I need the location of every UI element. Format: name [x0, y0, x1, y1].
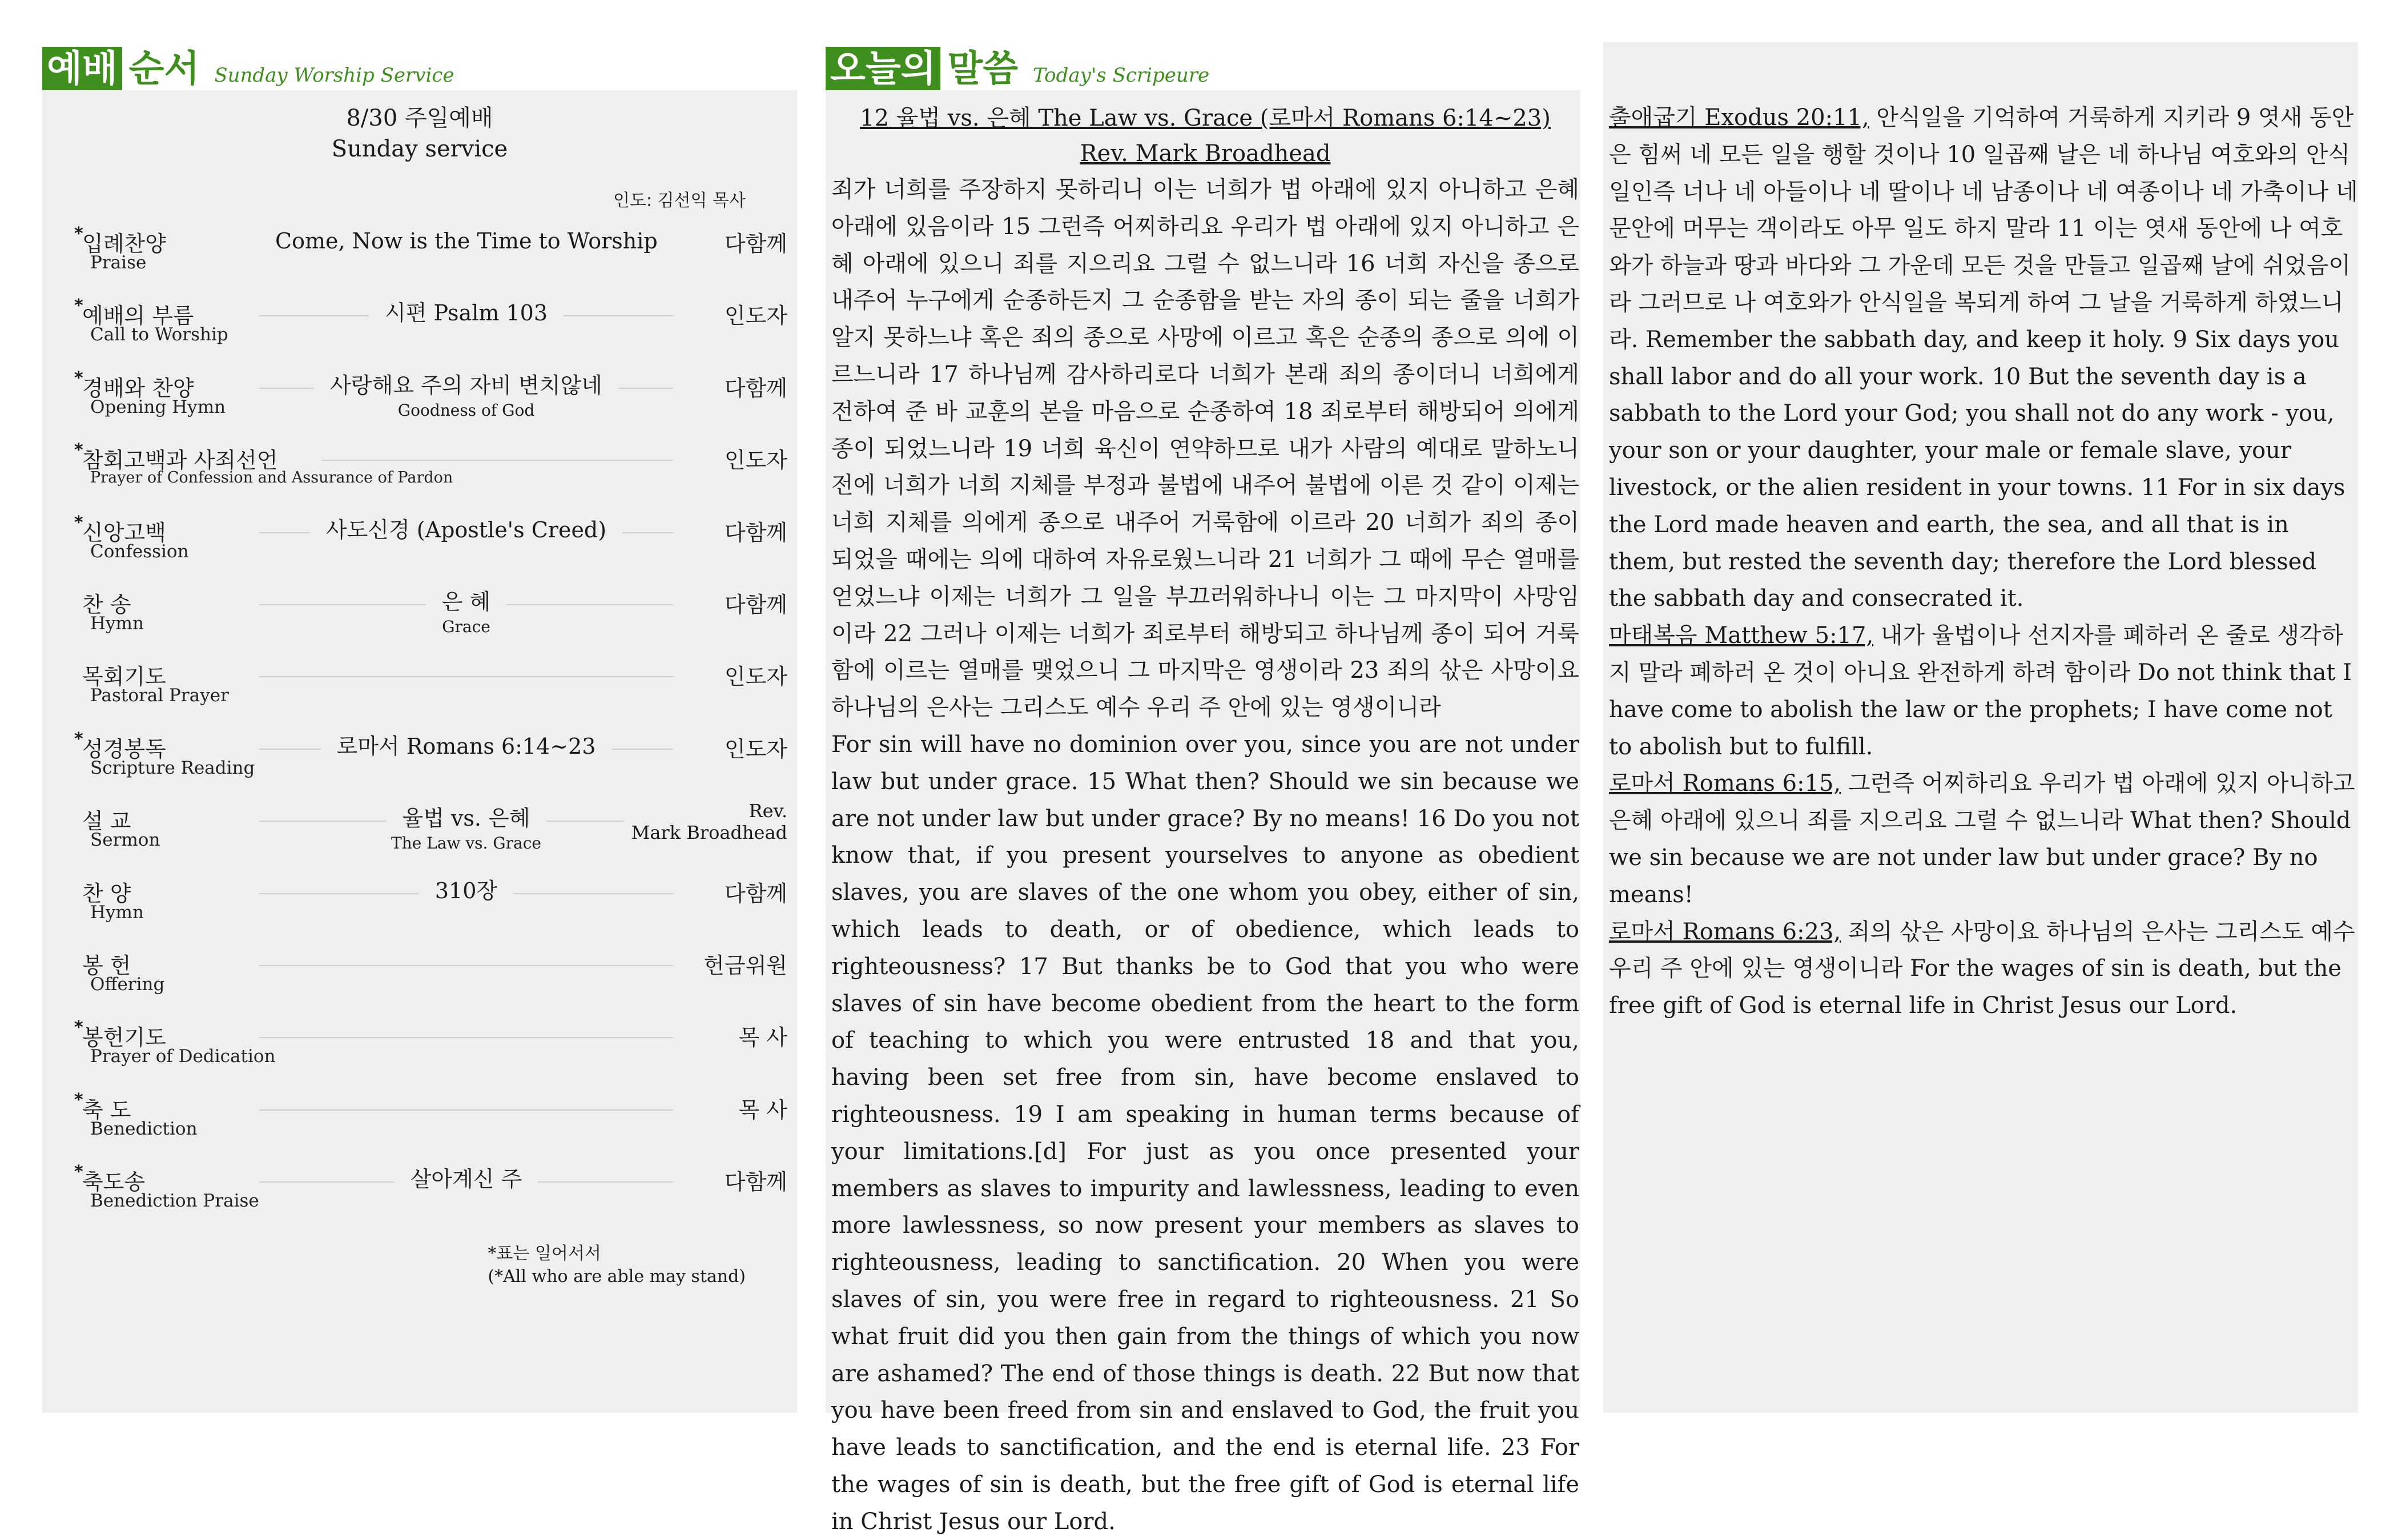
standing-mark: *	[74, 512, 83, 533]
item-role: 목 사	[731, 1092, 788, 1124]
item-title-block	[259, 876, 673, 906]
footnote-ko: *표는 일어서서	[488, 1244, 601, 1264]
item-title-block	[259, 803, 673, 853]
item-name-en: Offering	[90, 974, 165, 995]
item-role: 인도자	[717, 298, 787, 329]
reference-text: 죄의 삯은 사망이요 하나님의 은사는 그리스도 예수 우리 주 안에 있는 영생이니라 For the wages of sin is death, but the free gift of God is eternal life in Christ Jesus our Lord.	[1609, 918, 2355, 1019]
item-name-ko: 입례찬양	[82, 231, 166, 256]
item-name-ko: 축 도	[82, 1097, 131, 1123]
item-title-block	[259, 587, 673, 636]
reference-list	[1609, 99, 2358, 1024]
item-name-ko: 봉헌기도	[82, 1025, 166, 1051]
service-item	[74, 368, 787, 439]
item-title: 사랑해요 주의 자비 변치않네	[314, 371, 618, 400]
item-role: Rev. Mark Broadhead	[623, 800, 787, 843]
item-name-ko: 목회기도	[82, 664, 166, 690]
item-role: 인도자	[717, 659, 787, 690]
order-header-script: Sunday Worship Service	[214, 64, 454, 87]
item-subtitle: Goodness of God	[397, 400, 535, 420]
item-name-en: Hymn	[90, 902, 144, 923]
service-item	[74, 440, 787, 511]
item-role: 인도자	[717, 443, 787, 474]
reference-paragraph	[1609, 99, 2358, 617]
item-name-ko: 경배와 찬양	[82, 375, 194, 401]
item-name-en: Opening Hymn	[90, 396, 226, 417]
item-role: 목 사	[731, 1020, 788, 1051]
item-name-en: Praise	[90, 252, 147, 273]
item-name-en: Call to Worship	[90, 324, 228, 345]
scripture-english-text: For sin will have no dominion over you, since you are not under law but under grace. 15 What then? Should we sin because we are not under law but under grace? By no means! 16 Do you not know that, if you present yourselves to anyone as obedient slaves, you are slaves of the one whom you obey, either of sin, which leads to death, or of obedience, which leads to righteousness? 17 But thanks be to God that you who were slaves of sin have become obedient from the heart to the form of teaching to which you were entrusted 18 and that you, having been set free from sin, have become enslaved to righteousness. 19 I am speaking in human terms because of your limitations.[d] For just as you once presented your members as slaves to impurity and lawlessness, leading to even more lawlessness, so now present your members as slaves to righteousness, leading to sanctification. 20 When you were slaves of sin, you were free in regard to righteousness. 21 So what fruit did you then gain from the things of which you now are ashamed? The end of those things is death. 22 But now that you have been freed from sin and enslaved to God, the fruit you have leads to sanctification, and the end is eternal life. 23 For the wages of sin is death, but the free gift of God is eternal life in Christ Jesus our Lord.	[831, 731, 1579, 1535]
item-title-block	[259, 1164, 673, 1194]
item-title: 율법 vs. 은혜	[386, 803, 546, 833]
item-role: 다함께	[717, 226, 787, 258]
item-role: 다함께	[717, 515, 787, 546]
service-item	[82, 876, 787, 944]
item-title-block	[259, 515, 673, 545]
scripture-preacher: Rev. Mark Broadhead	[1080, 140, 1331, 167]
dotted-leader-line	[259, 1109, 673, 1111]
item-name-en: Scripture Reading	[90, 757, 255, 778]
item-name-ko: 찬 양	[82, 880, 131, 906]
standing-mark: *	[74, 1162, 83, 1183]
standing-footnote	[488, 1243, 746, 1288]
item-name-ko: 설 교	[82, 809, 131, 834]
item-role: 다함께	[717, 587, 787, 618]
item-name-ko: 찬 송	[82, 592, 131, 617]
dotted-leader-line	[259, 1037, 673, 1038]
scripture-header-script: Today's Scripeure	[1033, 64, 1210, 87]
service-item	[82, 587, 787, 656]
reference-citation: 로마서 Romans 6:23,	[1609, 918, 1841, 945]
dotted-leader-line	[322, 460, 673, 461]
order-header	[42, 40, 454, 91]
service-item	[74, 296, 787, 367]
standing-mark: *	[74, 729, 83, 749]
footnote-en: (*All who are able may stand)	[488, 1266, 746, 1286]
item-role: 인도자	[717, 731, 787, 763]
reference-paragraph	[1609, 765, 2358, 913]
reference-text: 그런즉 어찌하리요 우리가 법 아래에 있지 아니하고 은혜 아래에 있으니 죄를 지으리요 그럴 수 없느니라 What then? Should we sin because we are not under law but under grace? By no means!	[1609, 770, 2355, 908]
reference-citation: 로마서 Romans 6:15,	[1609, 770, 1841, 797]
scripture-panel	[826, 90, 1580, 1535]
item-title: Come, Now is the Time to Worship	[259, 226, 674, 256]
service-item	[82, 659, 787, 727]
item-title-block	[259, 371, 673, 420]
item-name-ko: 참회고백과 사죄선언	[82, 448, 278, 473]
dotted-leader-line	[259, 676, 673, 677]
standing-mark: *	[74, 296, 83, 316]
item-name-en: Confession	[90, 541, 189, 562]
scripture-header-box: 오늘의	[826, 47, 940, 91]
item-subtitle: Grace	[442, 617, 490, 636]
item-title-block	[259, 226, 673, 256]
service-item	[82, 800, 787, 872]
reference-paragraph	[1609, 617, 2358, 765]
order-header-box: 예배	[42, 47, 122, 91]
dotted-leader-line	[259, 965, 673, 966]
item-title: 은 혜	[426, 587, 507, 617]
item-title: 로마서 Romans 6:14~23	[321, 731, 612, 761]
item-name-en: Pastoral Prayer	[90, 685, 229, 706]
service-leader: 인도: 김선익 목사	[613, 191, 746, 211]
scripture-korean-text: 죄가 너희를 주장하지 못하리니 이는 너희가 법 아래에 있지 아니하고 은혜 아래에 있음이라 15 그런즉 어찌하리요 우리가 법 아래에 있지 아니하고 은혜 아래에 있으니 죄를 지으리요 그럴 수 없느니라 16 너희 자신을 종으로 내주어 누구에게 순종하든지 그 순종함을 받는 자의 종이 되는 줄을 너희가 알지 못하느냐 혹은 죄의 종으로 사망에 이르고 혹은 순종의 종으로 의에 이르느니라 17 하나님께 감사하리로다 너희가 본래 죄의 종이더니 너희에게 전하여 준 바 교훈의 본을 마음으로 순종하여 18 죄로부터 해방되어 의에게 종이 되었느니라 19 너희 육신이 연약하므로 내가 사람의 예대로 말하노니 전에 너희가 너희 지체를 부정과 불법에 내주어 불법에 이른 것 같이 이제는 너희 지체를 의에게 종으로 내주어 거룩함에 이르라 20 너희가 죄의 종이 되었을 때에는 의에 대하여 자유로웠느니라 21 너희가 그 때에 무슨 열매를 얻었느냐 이제는 너희가 그 일을 부끄러워하나니 이는 그 마지막이 사망임이라 22 그러나 이제는 너희가 죄로부터 해방되고 하나님께 종이 되어 거룩함에 이르는 열매를 맺었으니 그 마지막은 영생이라 23 죄의 삯은 사망이요 하나님의 은사는 그리스도 예수 우리 주 안에 있는 영생이니라	[831, 176, 1579, 721]
item-name-ko: 봉 헌	[82, 953, 131, 978]
item-role: 다함께	[717, 876, 787, 907]
item-subtitle: The Law vs. Grace	[391, 834, 542, 853]
scripture-title: 12 율법 vs. 은혜 The Law vs. Grace (로마서 Romans 6:14~23)	[860, 105, 1551, 131]
reference-text: 내가 율법이나 선지자를 폐하러 온 줄로 생각하지 말라 폐하러 온 것이 아니요 완전하게 하려 함이라 Do not think that I have come to abolish the law or the prophets; I have come not to abolish but to fulfill.	[1609, 622, 2352, 760]
item-role: 헌금위원	[695, 948, 787, 979]
item-name-ko: 축도송	[82, 1169, 146, 1195]
item-title-block	[259, 731, 673, 761]
order-header-word: 순서	[128, 48, 200, 90]
item-title: 살아계신 주	[395, 1164, 538, 1194]
item-name-en: Sermon	[90, 830, 160, 851]
item-name-ko: 예배의 부름	[82, 303, 194, 329]
item-title: 시편 Psalm 103	[369, 298, 564, 328]
service-item	[74, 1018, 787, 1088]
item-role: 다함께	[717, 371, 787, 402]
reference-text: 안식일을 기억하여 거룩하게 지키라 9 엿새 동안은 힘써 네 모든 일을 행할 것이나 10 일곱째 날은 네 하나님 여호와의 안식일인즉 너나 네 아들이나 네 딸이나 네 남종이나 네 여종이나 네 가축이나 네 문안에 머무는 객이라도 아무 일도 하지 말라 11 이는 엿새 동안에 나 여호와가 하늘과 땅과 바다와 그 가운데 모든 것을 만들고 일곱째 날에 쉬었음이라 그러므로 나 여호와가 안식일을 복되게 하여 그 날을 거룩하게 하였느니라. Remember the sabbath day, and keep it holy. 9 Six days you shall labor and do all your work. 10 But the seventh day is a sabbath to the Lord your God; you shall not do any work - you, your son or your daughter, your male or female slave, your livestock, or the alien resident in your towns. 11 For in six days the Lord made heaven and earth, the sea, and all that is in them, but rested the seventh day; therefore the Lord blessed the sabbath day and consecrated it.	[1609, 104, 2358, 612]
item-name-en: Prayer of Dedication	[90, 1046, 276, 1067]
standing-mark: *	[74, 1089, 83, 1110]
reference-citation: 출애굽기 Exodus 20:11,	[1609, 104, 1869, 131]
standing-mark: *	[74, 1018, 83, 1038]
item-name-en: Prayer of Confession and Assurance of Pardon	[90, 469, 453, 487]
service-subtitle: Sunday service	[331, 136, 508, 162]
item-name-en: Hymn	[90, 613, 144, 634]
service-item	[74, 1089, 787, 1161]
reference-paragraph	[1609, 914, 2358, 1024]
references-panel	[1603, 42, 2358, 1413]
service-date-title: 8/30 주일예배	[346, 105, 493, 131]
service-item	[82, 948, 787, 1016]
item-title: 사도신경 (Apostle's Creed)	[310, 515, 622, 545]
standing-mark: *	[74, 224, 83, 244]
standing-mark: *	[74, 440, 83, 461]
scripture-header	[826, 40, 1209, 91]
standing-mark: *	[74, 368, 83, 388]
scripture-header-word: 말씀	[947, 48, 1019, 90]
item-name-en: Benediction Praise	[90, 1191, 259, 1212]
item-name-ko: 신앙고백	[82, 520, 166, 545]
order-of-service-panel	[42, 90, 797, 1413]
item-title: 310장	[419, 876, 513, 906]
service-item	[74, 512, 787, 584]
item-name-ko: 성경봉독	[82, 736, 166, 762]
reference-citation: 마태복음 Matthew 5:17,	[1609, 622, 1874, 649]
service-item	[74, 1162, 787, 1233]
item-name-en: Benediction	[90, 1118, 198, 1139]
item-title-block	[259, 298, 673, 328]
service-item	[74, 224, 787, 295]
item-role: 다함께	[717, 1164, 787, 1196]
service-item	[74, 729, 787, 800]
